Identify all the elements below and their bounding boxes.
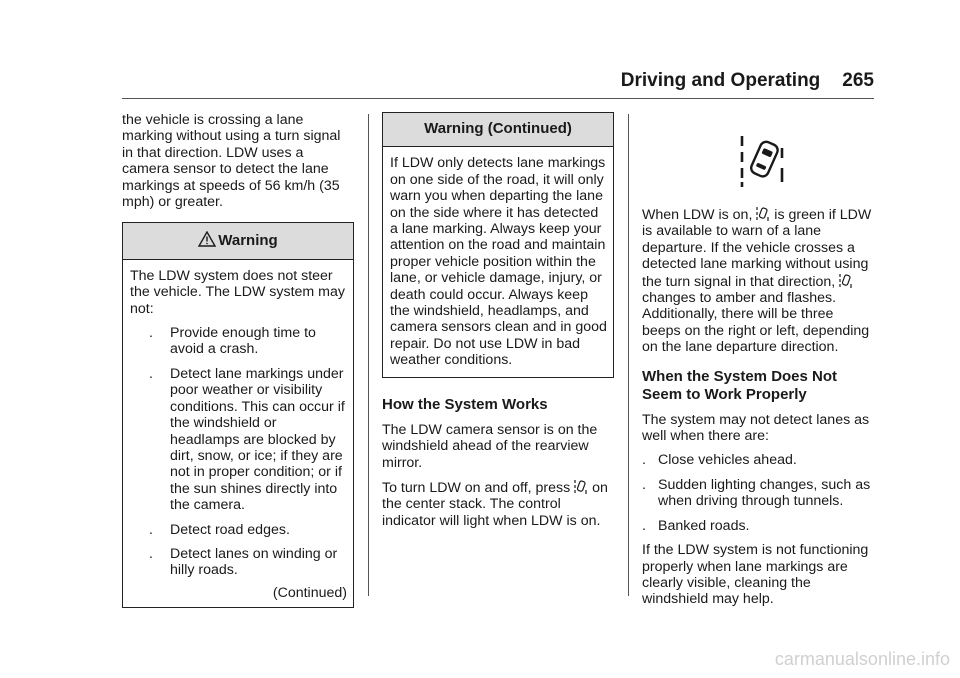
- paragraph: The LDW camera sensor is on the windshield ahead of the rearview mirror.: [382, 421, 598, 471]
- column-divider: [628, 114, 629, 596]
- page-number: 265: [842, 70, 874, 91]
- warning-triangle-icon: [198, 231, 216, 247]
- list-item: . Detect lanes on winding or hilly roads.: [149, 545, 338, 579]
- warning-lead: The LDW system does not steer the vehicle. The LDW system may not:: [130, 267, 345, 317]
- section-title: Driving and Operating: [620, 70, 821, 91]
- paragraph: To turn LDW on and off, press on the center stack. The control indicator will light when LDW is on.: [382, 479, 608, 529]
- paragraph: When LDW is on, is green if LDW is available to warn of a lane departure. If the vehicle crosses a detected lane marking without using the turn signal in that direction, changes to amber and flashes. Additionally, there will be three beeps on the right or left, depending on the lane departure direction.: [642, 207, 872, 356]
- column-divider: [368, 114, 369, 596]
- list-item: . Detect lane markings under poor weather or visibility conditions. This can occur if the windshield or headlamps are blocked by dirt, snow, or ice; if they are not in proper condition; or if the sun shines directly into the camera.: [149, 365, 345, 514]
- list-item: . Detect road edges.: [149, 521, 290, 538]
- paragraph: The system may not detect lanes as well when there are:: [642, 411, 870, 445]
- warning-box: [122, 222, 354, 608]
- warning-list: [130, 325, 347, 579]
- warning-header: [123, 223, 353, 259]
- section-heading: How the System Works: [382, 395, 548, 413]
- page-header: [621, 70, 874, 92]
- intro-paragraph: the vehicle is crossing a lane marking without using a turn signal in that direction. LDW uses a camera sensor to detect the lane markings at speeds of 56 km/h (35 mph) or greater.: [122, 112, 341, 211]
- warning-header: Warning (Continued): [383, 113, 613, 147]
- warning-title: Warning: [218, 232, 278, 250]
- continued-label: (Continued): [272, 584, 347, 601]
- list-item: . Sudden lighting changes, such as when driving through tunnels.: [642, 476, 871, 510]
- list-item: . Banked roads.: [642, 517, 750, 534]
- list-item: . Provide enough time to avoid a crash.: [149, 325, 316, 358]
- lane-departure-icon: [738, 132, 788, 188]
- column-3: [642, 112, 874, 616]
- column-1: [122, 112, 354, 608]
- lane-departure-icon: [574, 479, 588, 495]
- paragraph: If the LDW system is not functioning properly when lane markings are clearly visible, cleaning the windshield may help.: [642, 542, 869, 608]
- warning-box-continued: [382, 112, 614, 378]
- lane-departure-icon: [839, 273, 853, 289]
- lane-departure-icon: [756, 206, 770, 222]
- section-heading: When the System Does Not Seem to Work Properly: [642, 367, 838, 403]
- condition-list: [642, 452, 874, 534]
- warning-body: If LDW only detects lane markings on one side of the road, it will only warn you when departing the lane on the side where it has detected a lane marking. Always keep your attention on the road and maintain proper vehicle position within the lane, or vehicle damage, injury, or death could occur. Always keep the windshield, headlamps, and camera sensors clean and in good repair. Do not use LDW in bad weather conditions.: [390, 155, 607, 369]
- watermark: carmanualsonline.info: [774, 649, 950, 669]
- header-rule: [122, 98, 874, 99]
- column-2: [382, 112, 614, 537]
- list-item: . Close vehicles ahead.: [642, 452, 797, 469]
